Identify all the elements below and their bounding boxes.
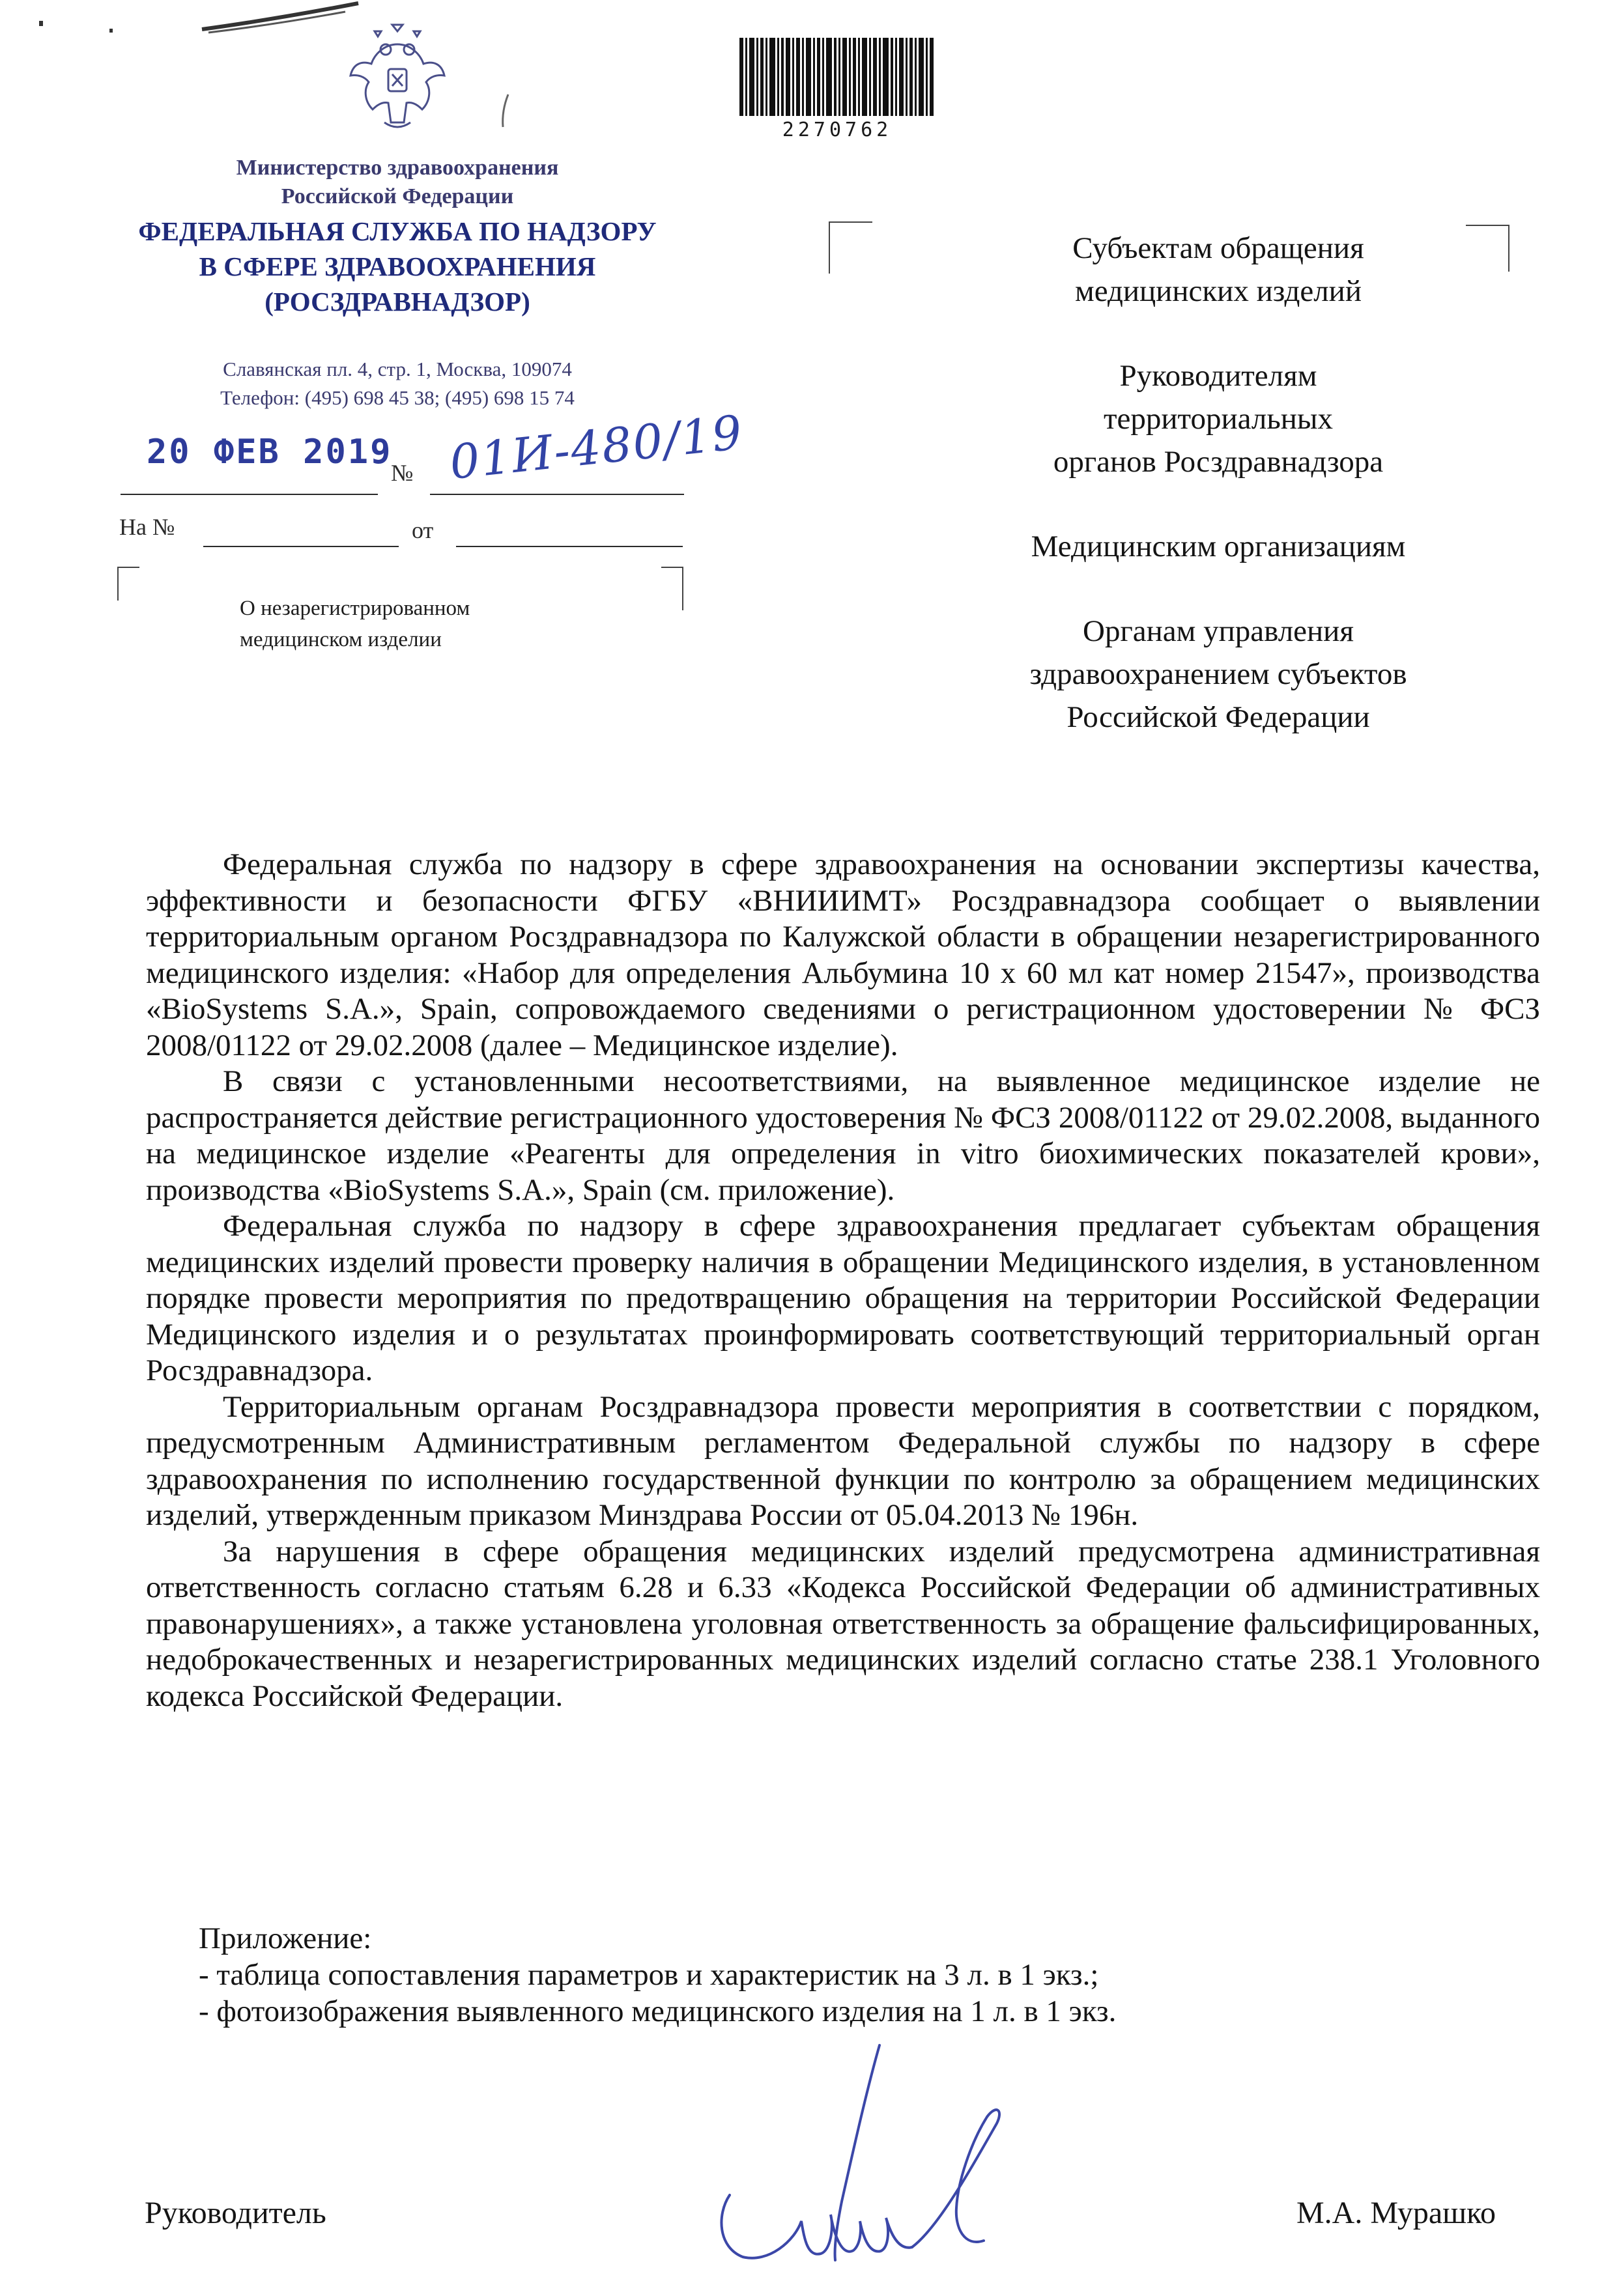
recipient-4-line1: Органам управления xyxy=(1083,614,1354,648)
recipient-corner-left xyxy=(829,221,872,274)
appendix-block xyxy=(199,1920,1567,2030)
reply-number-label: На № xyxy=(119,514,175,540)
recipient-1-line2: медицинских изделий xyxy=(1074,274,1362,308)
recipient-1 xyxy=(932,227,1505,313)
recipients-block xyxy=(932,227,1505,739)
recipient-2-line2: территориальных xyxy=(1103,402,1334,436)
recipient-2 xyxy=(932,354,1505,483)
reply-number-line xyxy=(203,546,399,547)
recipient-3 xyxy=(932,525,1505,568)
number-underline xyxy=(430,494,684,495)
agency-line1: ФЕДЕРАЛЬНАЯ СЛУЖБА ПО НАДЗОРУ xyxy=(138,216,657,246)
letter-body xyxy=(146,847,1540,1714)
ministry-line1: Министерство здравоохранения xyxy=(236,156,559,180)
date-underline xyxy=(121,494,378,495)
body-paragraph: За нарушения в сфере обращения медицинских изделий предусмотрена административная ответственность согласно статьям 6.28 и 6.33 «Кодекса Российской Федерации об административных правонарушениях», а также установлена уголовная ответственность за обращение фальсифицированных, недоброкачественных и незарегистрированных медицинских изделий согласно статье 238.1 Уголовного кодекса Российской Федерации. xyxy=(146,1534,1540,1713)
subject-corner-left xyxy=(117,567,139,601)
appendix-title: Приложение: xyxy=(199,1921,372,1955)
agency-address xyxy=(98,355,697,412)
scan-mark xyxy=(195,0,365,39)
ministry-line2: Российской Федерации xyxy=(281,184,514,208)
body-paragraph: Федеральная служба по надзору в сфере здравоохранения на основании экспертизы качества, эффективности и безопасности ФГБУ «ВНИИИМТ» Росздравнадзора сообщает о выявлении территориальным органом Росздравнадзора по Калужской области в обращении незарегистрированного медицинского изделия: «Набор для определения Альбумина 10 х 60 мл кат номер 21547», производства «BioSystems S.A.», Spain, сопровождаемого сведениями о регистрационном удостоверении № ФСЗ 2008/01122 от 29.02.2008 (далее – Медицинское изделие). xyxy=(146,847,1540,1062)
recipient-4-line2: здравоохранением субъектов xyxy=(1029,657,1407,691)
reply-from-label: от xyxy=(412,517,434,543)
body-paragraph: Федеральная служба по надзору в сфере здравоохранения предлагает субъектам обращения медицинских изделий провести проверку наличия в обращении Медицинского изделия, в установленном порядке провести мероприятия по предотвращению обращения на территории Российской Федерации Медицинского изделия и о результатах проинформировать соответствующий территориальный орган Росздравнадзора. xyxy=(146,1209,1540,1387)
recipient-3-line1: Медицинским организациям xyxy=(1031,530,1406,563)
reply-from-line xyxy=(456,546,683,547)
appendix-item: - фотоизображения выявленного медицинского изделия на 1 л. в 1 экз. xyxy=(199,1994,1117,2028)
agency-line2: В СФЕРЕ ЗДРАВООХРАНЕНИЯ xyxy=(199,251,596,281)
recipient-4-line3: Российской Федерации xyxy=(1066,700,1370,734)
recipient-2-line3: органов Росздравнадзора xyxy=(1053,445,1384,479)
agency-name xyxy=(98,214,697,319)
agency-line3: (РОСЗДРАВНАДЗОР) xyxy=(265,287,530,317)
signer-position: Руководитель xyxy=(145,2196,326,2230)
signer-name: М.А. Мурашко xyxy=(1296,2196,1496,2230)
subject-corner-right xyxy=(661,567,683,610)
number-label: № xyxy=(391,460,414,486)
scan-dot xyxy=(39,21,43,26)
ministry-name xyxy=(98,154,697,211)
letter-subject xyxy=(240,593,470,655)
outgoing-number-handwritten: 01И-480/19 xyxy=(447,404,746,490)
recipient-4 xyxy=(932,610,1505,739)
barcode xyxy=(739,38,935,116)
body-paragraph: Территориальным органам Росздравнадзора провести мероприятия в соответствии с порядком, предусмотренным Административным регламентом Федеральной службы по надзору в сфере здравоохранения по исполнению государственной функции по контролю за обращением медицинских изделий, утвержденным приказом Минздрава России от 05.04.2013 № 196н. xyxy=(146,1389,1540,1532)
date-stamp: 20 ФЕВ 2019 xyxy=(147,432,393,472)
barcode-number: 2270762 xyxy=(782,119,893,141)
coat-of-arms-icon xyxy=(345,18,450,135)
recipient-2-line1: Руководителям xyxy=(1119,359,1317,393)
appendix-item: - таблица сопоставления параметров и характеристик на 3 л. в 1 экз.; xyxy=(199,1958,1099,1992)
recipient-1-line1: Субъектам обращения xyxy=(1072,231,1364,265)
subject-line1: О незарегистрированном xyxy=(240,597,470,620)
scan-scratch xyxy=(495,91,515,130)
address-line1: Славянская пл. 4, стр. 1, Москва, 109074 xyxy=(223,358,572,380)
body-paragraph: В связи с установленными несоответствиями, на выявленное медицинское изделие не распространяется действие регистрационного удостоверения № ФСЗ 2008/01122 от 29.02.2008, выданного на медицинское изделие «Реагенты для определения in vitro биохимических показателей крови», производства «BioSystems S.A.», Spain (см. приложение). xyxy=(146,1064,1540,1207)
scan-dot xyxy=(109,29,113,33)
address-line2: Телефон: (495) 698 45 38; (495) 698 15 74 xyxy=(220,386,575,409)
handwritten-signature xyxy=(691,2032,1055,2280)
subject-line2: медицинском изделии xyxy=(240,628,442,651)
